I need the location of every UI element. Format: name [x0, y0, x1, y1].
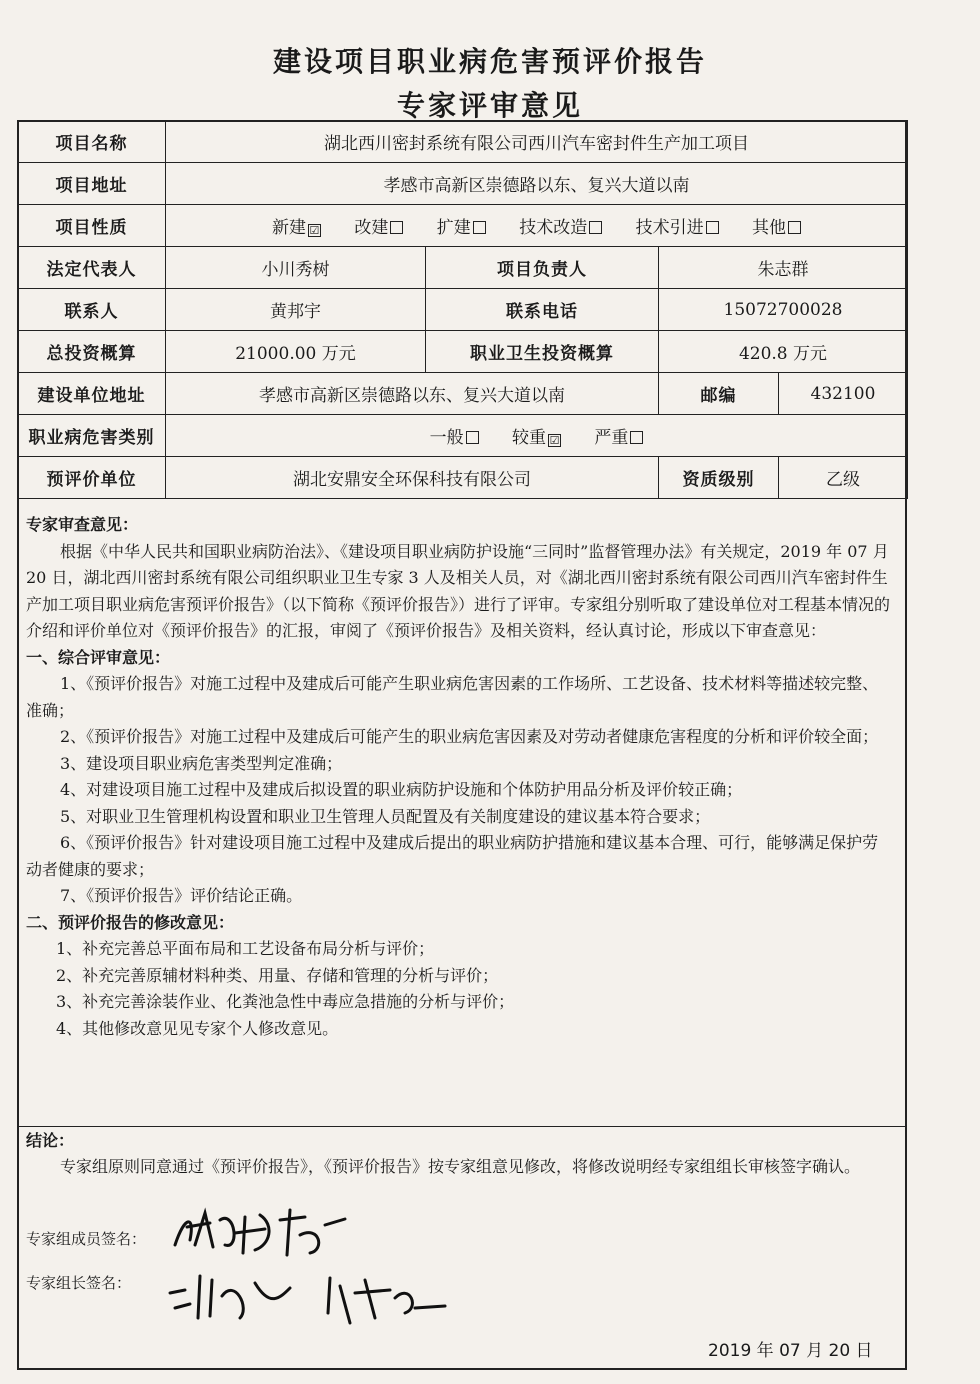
- value-postcode: 432100: [779, 373, 908, 415]
- divider: [17, 1126, 907, 1127]
- value-legal-rep: 小川秀树: [166, 247, 426, 289]
- label-project-address: 项目地址: [18, 163, 166, 205]
- row-unit-address: [18, 373, 908, 415]
- value-qualification: 乙级: [779, 457, 908, 499]
- section1-title: 一、综合评审意见：: [26, 647, 171, 667]
- row-investment: [18, 331, 908, 373]
- list-item: 3、补充完善涂装作业、化粪池急性中毒应急措施的分析与评价；: [56, 992, 515, 1011]
- hazard-option: 严重: [594, 423, 643, 448]
- value-project-address: 孝感市高新区崇德路以东、复兴大道以南: [166, 163, 908, 205]
- hazard-options: [166, 415, 908, 457]
- checkbox: [706, 221, 719, 234]
- value-project-name: 湖北西川密封系统有限公司西川汽车密封件生产加工项目: [166, 121, 908, 163]
- row-project-address: [18, 163, 908, 205]
- list-item: 4、其他修改意见见专家个人修改意见。: [56, 1018, 339, 1038]
- nature-option: 技术改造: [519, 213, 602, 238]
- checkbox: [630, 431, 643, 444]
- label-eval-unit: 预评价单位: [18, 457, 166, 499]
- row-legal-rep: [18, 247, 908, 289]
- label-project-name: 项目名称: [18, 121, 166, 163]
- label-project-nature: 项目性质: [18, 205, 166, 247]
- review-heading: 专家审查意见：: [26, 515, 139, 534]
- checkbox: ☑: [309, 224, 320, 237]
- label-health-invest: 职业卫生投资概算: [426, 331, 659, 373]
- members-signature: [165, 1205, 355, 1265]
- row-project-name: [18, 121, 908, 163]
- value-total-invest: 21000.00 万元: [166, 331, 426, 373]
- row-hazard: [18, 415, 908, 457]
- list-item: 1、补充完善总平面布局和工艺设备布局分析与评价；: [56, 939, 435, 958]
- checkbox: [788, 221, 801, 234]
- section2-title: 二、预评价报告的修改意见：: [26, 912, 235, 932]
- hazard-option: 较重 ☑: [512, 428, 560, 448]
- value-phone: 15072700028: [659, 289, 908, 331]
- list-item: 4、对建设项目施工过程中及建成后拟设置的职业病防护设施和个体防护用品分析及评价较正确；: [60, 780, 743, 799]
- info-table: [17, 120, 908, 499]
- nature-option: 新建 ☑: [271, 218, 320, 238]
- label-qualification: 资质级别: [659, 457, 779, 499]
- value-contact: 黄邦宇: [166, 289, 426, 331]
- row-contact: [18, 289, 908, 331]
- checkbox: [466, 431, 479, 444]
- label-project-leader: 项目负责人: [426, 247, 659, 289]
- report-title: 建设项目职业病危害预评价报告: [272, 45, 707, 78]
- leader-signature: [160, 1268, 460, 1328]
- row-project-nature: [18, 205, 908, 247]
- leader-signature-label: 专家组长签名：: [26, 1274, 132, 1292]
- conclusion-text: 专家组原则同意通过《预评价报告》，《预评价报告》按专家组意见修改，将修改说明经专家组组长审核签字确认。: [60, 1157, 861, 1176]
- signature-date: 2019 年 07 月 20 日: [708, 1341, 873, 1361]
- list-item: 5、对职业卫生管理机构设置和职业卫生管理人员配置及有关制度建设的建议基本符合要求；: [60, 806, 711, 826]
- list-item: 2、补充完善原辅材料种类、用量、存储和管理的分析与评价；: [56, 965, 499, 985]
- nature-option: 改建: [354, 213, 403, 238]
- label-total-invest: 总投资概算: [18, 331, 166, 373]
- label-contact: 联系人: [18, 289, 166, 331]
- review-intro: 根据《中华人民共和国职业病防治法》、《建设项目职业病防护设施“三同时”监督管理办法》有关规定，2019 年 07 月 20 日，湖北西川密封系统有限公司组织职业卫生专家 3 人及相关人员，对《湖北西川密封系统有限公司西川汽车密封件生产加工项目职业病危害预评价报告》（以下简称《预评价报告》）进行了评审。专家组分别听取了建设单位对工程基本情况的介绍和评价单位对《预评价报告》的汇报，审阅了《预评价报告》及相关资料，经认真讨论，形成以下审查意见：: [26, 541, 891, 640]
- members-signature-label: 专家组成员签名：: [26, 1230, 147, 1248]
- report-subtitle: 专家评审意见: [396, 89, 583, 122]
- checkbox: [473, 221, 486, 234]
- nature-option: 其他: [752, 213, 801, 238]
- conclusion-block: [26, 1128, 892, 1180]
- value-project-leader: 朱志群: [659, 247, 908, 289]
- nature-options: [166, 205, 908, 247]
- conclusion-heading: 结论：: [26, 1131, 75, 1150]
- checkbox: [589, 221, 602, 234]
- label-postcode: 邮编: [659, 373, 779, 415]
- label-hazard: 职业病危害类别: [18, 415, 166, 457]
- label-legal-rep: 法定代表人: [18, 247, 166, 289]
- checkbox: [390, 221, 403, 234]
- list-item: 3、建设项目职业病危害类型判定准确；: [60, 753, 343, 773]
- list-item: 6、《预评价报告》针对建设项目施工过程中及建成后提出的职业病防护措施和建议基本合理、可行，能够满足保护劳动者健康的要求；: [26, 833, 879, 879]
- nature-option: 技术引进: [636, 213, 719, 238]
- list-item: 2、《预评价报告》对施工过程中及建成后可能产生的职业病危害因素及对劳动者健康危害程度的分析和评价较全面；: [60, 727, 879, 746]
- list-item: 7、《预评价报告》评价结论正确。: [60, 886, 303, 905]
- list-item: 1、《预评价报告》对施工过程中及建成后可能产生职业病危害因素的工作场所、工艺设备、技术材料等描述较完整、准确；: [26, 674, 879, 720]
- hazard-option: 一般: [430, 423, 479, 448]
- value-eval-unit: 湖北安鼎安全环保科技有限公司: [166, 457, 659, 499]
- review-opinions: [26, 512, 892, 1042]
- value-unit-address: 孝感市高新区崇德路以东、复兴大道以南: [166, 373, 659, 415]
- label-phone: 联系电话: [426, 289, 659, 331]
- value-health-invest: 420.8 万元: [659, 331, 908, 373]
- row-eval-unit: [18, 457, 908, 499]
- checkbox: ☑: [549, 434, 560, 447]
- label-unit-address: 建设单位地址: [18, 373, 166, 415]
- nature-option: 扩建: [437, 213, 486, 238]
